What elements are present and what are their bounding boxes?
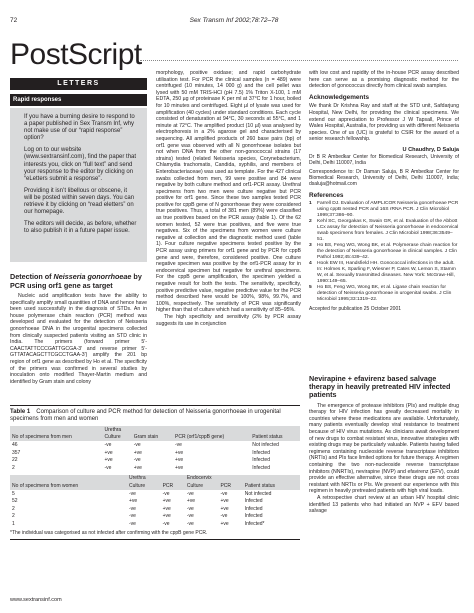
reference-item: 1 Farrell DJ. Evaluation of AMPLICOR Neisseria gonorrhoeae PCR using cppB nested PCR and 16S rRNA PCR. J Clin Microbiol 1999;37:386–90. bbox=[309, 201, 459, 219]
author-line: U Chaudhry, D Saluja bbox=[402, 146, 459, 153]
ack-text: We thank Dr Krishna Ray and staff at the STD unit, Safdarjung Hospital, New Delhi, for providing the clinical specimens. We extend our appreciation to Professor J W Tapsall, Prince of Wales Hospital, Australia, for providing us with different Neisseria species. One of us (UC) is grateful to CSIR for the award of a senior research fellowship. bbox=[309, 103, 459, 143]
table-caption: Table 1 Comparison of culture and PCR method for detection of Neisseria gonorrhoeae in urogenital specimens from men and women bbox=[10, 405, 300, 423]
table-row: 2 -ve +ve +ve Infected bbox=[12, 464, 270, 471]
table-row: 22 +ve -ve +ve Infected bbox=[12, 457, 270, 464]
affiliation: Dr B R Ambedkar Center for Biomedical Research, University of Delhi, Delhi 110007, India bbox=[309, 153, 459, 166]
rapid-responses-box bbox=[10, 108, 147, 262]
article1-col3 bbox=[309, 70, 459, 313]
reference-item: 2 Kehl SC, Georgakas K, Swain GR, et al. Evaluation of the Abbott LCx assay for detection of Neisseria gonorrhoeae in endocervical swab specimens from females. J Clin Microbiol 1998;36:3549–51. bbox=[309, 219, 459, 243]
table-row: 52 +ve +ve +ve +ve Infected bbox=[12, 498, 263, 505]
article1-title: Detection of Neisseria gonorrhoeae by PCR using orf1 gene as target bbox=[10, 272, 142, 290]
table-row: 46 -ve -ve -ve Not infected bbox=[12, 441, 279, 448]
article2-title: Nevirapine + efavirenz based salvage therapy in heavily pretreated HIV infected patients bbox=[309, 374, 451, 400]
table-row: 2 -ve +ve -ve -ve Infected bbox=[12, 513, 263, 520]
reference-item: 3 Ho BS, Feng WG, Wong BK, et al. Polymerase chain reaction for the detection of Neisseria gonorrhoeae in clinical samples. J Clin Pathol 1992;45:439–42. bbox=[309, 243, 458, 261]
running-header bbox=[10, 17, 458, 27]
women-table: Urethra Endocervix No of specimens from women Culture PCR Culture PCR Patient status 5 -ve -ve -ve -ve Not infected 52 +ve +ve +ve +ve Infected 2 -ve +ve -ve +ve Infected 2 -ve +ve -ve -ve Infected 1 -ve -ve -ve +ve Infected* bbox=[10, 475, 300, 528]
table-row: 5 -ve -ve -ve -ve Not infected bbox=[12, 490, 272, 497]
reference-item: 5 Ho BS, Feng WG, Wong BK, et al. Ligase chain reaction for detection of Neisseria gonorrhoeae in urogenital swabs. J Clin Microbiol 1995;33:1319–22. bbox=[309, 285, 452, 303]
letters-banner: LETTERS bbox=[10, 78, 147, 90]
table-1 bbox=[10, 405, 300, 540]
article1-body-2b: The high specificity and sensitivity (2% by PCR assay suggests its use in conjunction bbox=[156, 313, 301, 327]
article1-body-3: with low cost and rapidity of the in-house PCR assay described here can serve as a promising diagnostic method for the detection of gonococcus directly from clinical swab samples. bbox=[309, 70, 459, 90]
reference-list bbox=[309, 201, 459, 303]
table-footnote: *The individual was categorised as not infected after confirming with the cppB gene PCR. bbox=[10, 528, 300, 540]
table-row: 2 -ve +ve -ve +ve Infected bbox=[12, 505, 263, 512]
reference-item: 4 Hook EW III, Handsfield HH. Gonococcal infections in the adult. In: Holmes K, Sparling F, Wiesner P, Cates W, Lemon S, Stamm W, et al. Sexually transmitted diseases. New York: McGraw-Hill, 1990:149–65. bbox=[309, 261, 456, 285]
title-rule bbox=[140, 60, 458, 61]
article2-col bbox=[309, 375, 459, 515]
journal-citation: Sex Transm Inf 2002;78:72–78 bbox=[189, 17, 279, 24]
article1-col2 bbox=[156, 70, 301, 327]
page-number: 72 bbox=[10, 17, 18, 24]
article1-col1 bbox=[10, 273, 147, 385]
table-row: 1 -ve -ve -ve +ve Infected* bbox=[12, 520, 265, 527]
rapid-p4: The editors will decide, as before, whether to also publish it in a future paper issue. bbox=[24, 221, 137, 235]
men-group-label: Urethra bbox=[103, 426, 173, 434]
article1-body-1: Nucleic acid amplification tests have the ability to specifically amplify small quantities of DNA and hence have been used successfully in the diagnosis of STDs. An in house polymerase chain reaction (PCR) method was developed and evaluated for the detection of Neisseria gonorrhoeae DNA in the urogenital specimens collected from clinically suspected patients visiting an STD clinic in India. The primers (forward primer 5′-CAACTATTCCCGATTGCGA-3′ and reverse primer 5′-GTTATACAGCTTCGCCTGAA-3′) amplify the 201 bp region of orf1 gene as described by Ho et al. The specificity of the primers was confirmed in several studies by inoculation onto modified Thayer-Martin medium and identified by Gram stain and colony bbox=[10, 293, 147, 385]
rapid-responses-heading: Rapid responses bbox=[10, 94, 147, 106]
accepted-date: Accepted for publication 25 October 2001 bbox=[309, 306, 402, 313]
postscript-title: PostScript bbox=[10, 38, 142, 71]
references-heading: References bbox=[309, 191, 344, 199]
rapid-p3: Providing it isn’t libellous or obscene, it will be posted within seven days. You can retrieve it by clicking on “read eletters” on our homepage. bbox=[24, 187, 135, 216]
article1-body-2: morphology, positive oxidase; and rapid carbohydrate utilisation test. For PCR the clinical samples (n = 489) were centrifuged (10 minutes, 14 000 g) and the cell pellet was lysed with 50 mM TRIS-HCl (pH 7.5) 1% Triton X-100, 1 mM EDTA, 250 µg of proteinase K per ml at 37°C for 1 hour, boiled for 10 minutes and centrifuged. Eight µl of lysate was used for amplification (40 cycles) under standard conditions. Each cycle consisted of denaturation at 94°C, 30 seconds at 55°C, and 1 minute at 72°C. The amplified product (10 µl) was analysed by electrophoresis in a 2% agarose gel and characterised by sequencing. All amplified products of 260 base pairs (bp) of orf1 gene was observed with all N gonorrhoeae isolates but not when DNA from the other non-gonococcal strains (17 strains) tested (related Neisseria species, Corynebacterium, Chlamydia trachomatis, Candida, syphilis, and members of Enterobacteriaceae) was used as template. For the 427 clinical swabs collected from men, 99 were positive and 84 were negative by both culture method and orf1-PCR assay. Urethral specimens from two men were culture negative but PCR positive for orf1 gene. Since these two samples tested PCR positive for cppB gene of N gonorrhoeae they were considered true positives. Thus, a total of 381 men (89%) were classified as true positives based on the PCR assay (table 1). Of the 62 women tested, 52 were true positives, and five were true negatives. Six of the specimens from women were culture negative at collection and the diagnostic method used (table 1). Four culture negative specimens tested positive by the PCR assay using primers for orf1 gene and by PCR for cppB gene and were, therefore, considered positive. One culture negative specimen was positive by the orf1-PCR assay for in endocervical specimen but negative for urethral specimens. For the cppB gene amplification, the specimen yielded a negative result for both the tests. The sensitivity, specificity, positive predictive value, negative predictive value for the PCR method described here would be 100%, 98%, 99.7%, and 100%, respectively. The sensitivity of PCR was significantly higher than that of culture which had a sensitivity of 85–95%. bbox=[156, 70, 301, 314]
table-row: 357 +ve +ve +ve Infected bbox=[12, 449, 270, 456]
men-table: Urethra No of specimens from men Culture Gram stain PCR (orf1/cppB gene) Patient status 46 -ve -ve -ve Not infected 357 +ve +ve +ve Infected 22 +ve -ve +ve Infected 2 -ve +ve +ve Infected bbox=[10, 426, 300, 472]
article2-body: The emergence of protease inhibitors (PIs) and multiple drug therapy for HIV infection has greatly decreased mortality in countries where these medications are available. Unfortunately, many patients eventually develop viral resistance to treatment because of HIV virus mutations. As clinicians await development of new drugs to combat resistant virus, innovative strategies with existing drugs may be particularly valuable. Patients having failed regimens containing nucleoside reverse transcriptase inhibitors (NRTIs) and PIs face limited options for future therapy. A regimen containing the two non-nucleoside reverse transcriptase inhibitors (NNRTIs), nevirapine (NVP) and efavirenz (EFV), could provide an effective alternative, since these drugs are not cross resistant with NRTIs or PIs. We present our experience with this regimen in heavily pretreated patients with high viral loads. bbox=[309, 402, 459, 495]
rapid-p2: Log on to our website (www.sextransinf.com), find the paper that interests you, click on “full text” and send your response to the editor by clicking on “eLetters submit a response”. bbox=[24, 147, 137, 182]
ack-heading: Acknowledgements bbox=[309, 93, 370, 101]
footer-url[interactable]: www.sextransinf.com bbox=[10, 597, 62, 603]
article2-body-2: A retrospective chart review at an urban HIV hospital clinic identified 13 patients who had initiated an NVP + EFV based salvage bbox=[309, 494, 459, 515]
rapid-p1: If you have a burning desire to respond to a paper published in Sex Transm Inf, why not make use of our “rapid response” option? bbox=[24, 114, 135, 142]
correspondence: Correspondence to: Dr Daman Saluja, B R Ambedkar Center for Biomedical Research, University of Delhi, Delhi 110007, India; dsaluja@hotmail.com bbox=[309, 168, 459, 188]
